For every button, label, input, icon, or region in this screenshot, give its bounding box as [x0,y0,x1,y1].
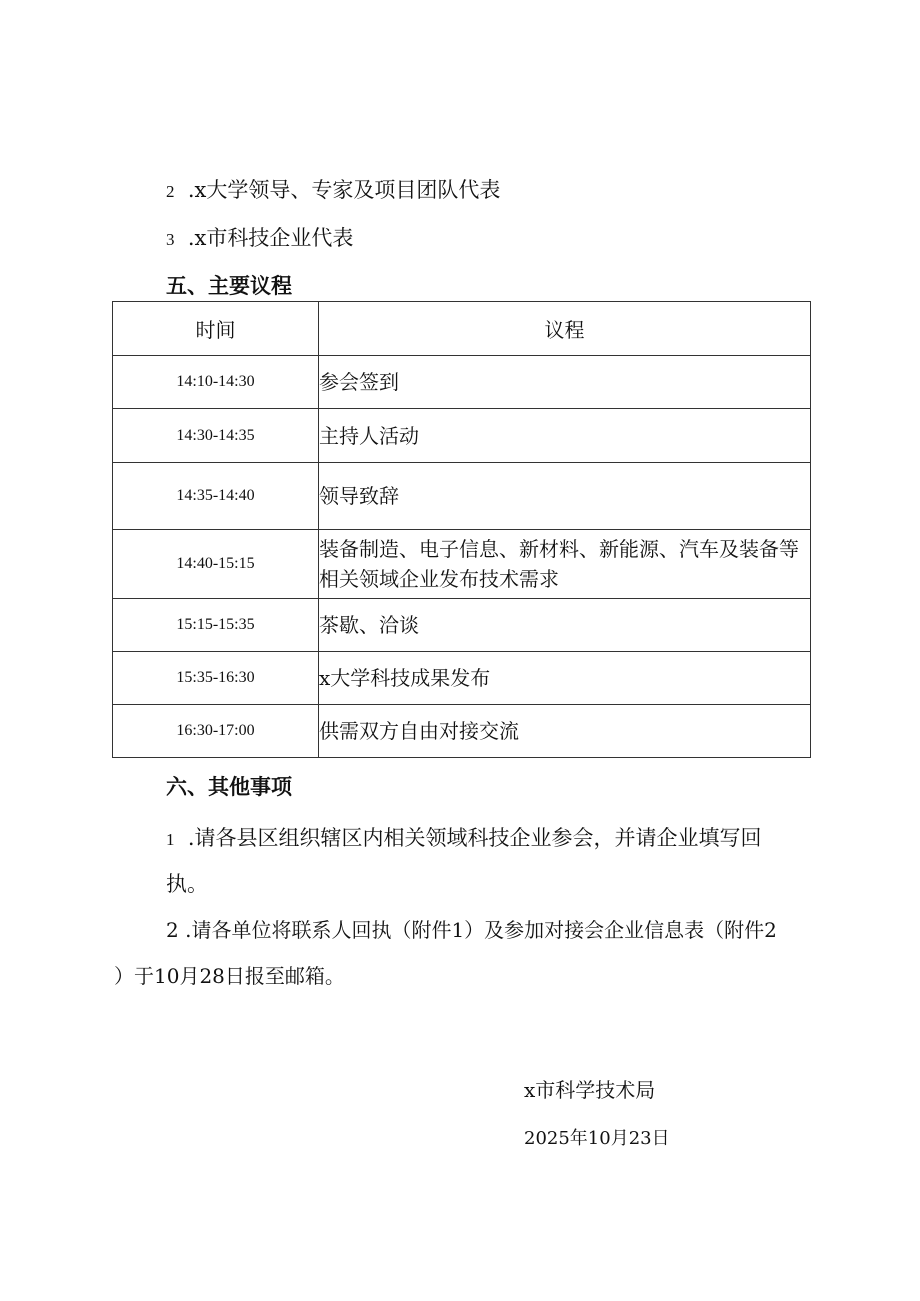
table-row [113,409,811,463]
agenda-time: 15:35-16:30 [113,652,319,705]
agenda-table [112,301,811,758]
other-item-1-line-2: 执。 [166,872,208,896]
section-6-heading: 六、其他事项 [166,774,292,799]
signature-date: 2025年10月23日 [524,1128,670,1149]
other-item-2-line-2: ）于10月28日报至邮箱。 [114,964,345,988]
table-row [113,530,811,599]
agenda-header-time: 时间 [113,302,319,356]
agenda-item: 装备制造、电子信息、新材料、新能源、汽车及装备等相关领域企业发布技术需求 [319,530,811,599]
agenda-item: x大学科技成果发布 [319,652,811,705]
agenda-item: 供需双方自由对接交流 [319,705,811,758]
participant-item-3-text: .x市科技企业代表 [187,226,354,250]
section-5-heading: 五、主要议程 [166,273,292,298]
participant-item-2 [166,176,500,206]
table-row [113,356,811,409]
participant-item-2-text: .x大学领导、专家及项目团队代表 [187,178,501,202]
table-row [113,652,811,705]
agenda-header-item: 议程 [319,302,811,356]
agenda-header-row [113,302,811,356]
participant-item-3 [166,224,353,254]
signature-organization: x市科学技术局 [524,1078,656,1102]
other-item-1-text: .请各县区组织辖区内相关领域科技企业参会，并请企业填写回 [187,826,762,850]
other-item-2-line-1: 2 .请各单位将联系人回执（附件1）及参加对接会企业信息表（附件2 [166,918,777,942]
agenda-item: 茶歇、洽谈 [319,599,811,652]
agenda-time: 15:15-15:35 [113,599,319,652]
table-row [113,463,811,530]
agenda-time: 14:30-14:35 [113,409,319,463]
other-item-1-line-1 [166,824,762,854]
agenda-time: 16:30-17:00 [113,705,319,758]
agenda-time: 14:10-14:30 [113,356,319,409]
agenda-time: 14:40-15:15 [113,530,319,599]
agenda-item: 参会签到 [319,356,811,409]
other-item-1-number: 1 [166,830,175,849]
table-row [113,599,811,652]
agenda-item: 主持人活动 [319,409,811,463]
table-row [113,705,811,758]
participant-item-2-number: 2 [166,182,175,201]
participant-item-3-number: 3 [166,230,175,249]
agenda-item: 领导致辞 [319,463,811,530]
agenda-time: 14:35-14:40 [113,463,319,530]
